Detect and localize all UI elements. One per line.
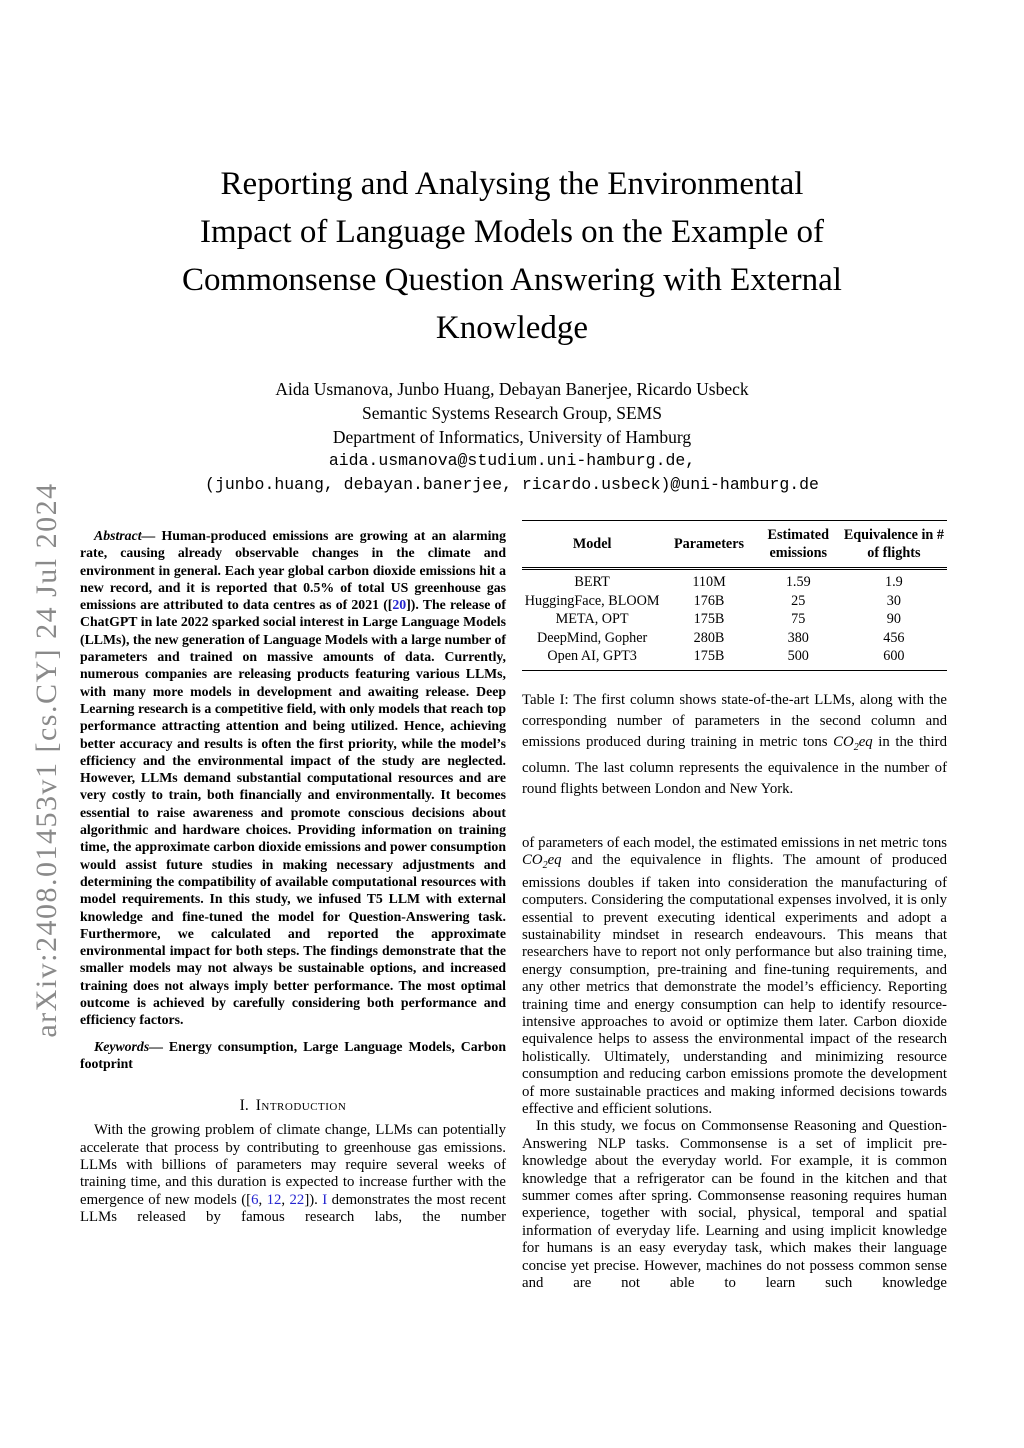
- co2eq-co: CO: [833, 733, 854, 750]
- co2eq-math: [522, 852, 562, 872]
- section-heading-introduction: [80, 1097, 506, 1115]
- author-department: Department of Informatics, University of Hamburg: [332, 427, 692, 447]
- title-line-4: Knowledge: [435, 310, 589, 346]
- table-cell-parameters: 280B: [693, 629, 725, 646]
- paper-title: [62, 160, 962, 352]
- author-block: [112, 377, 912, 497]
- co2eq-subscript: 2: [853, 741, 859, 753]
- co2eq-eq: eq: [547, 852, 562, 869]
- abstract-label: Abstract—: [94, 528, 156, 543]
- abstract-text-after-citation: ]). The release of ChatGPT in late 2022 sparked social interest in Large Language Models (LLMs), the new generation of Language Models with a large number of parameters and trained on massive amounts of data. Currently, numerous companies are releasing products featuring various LLMs, with many more models in development and awaiting release. Deep Learning research is a competitive field, with only models that reach top performance attracting attention and being utilized. Hence, achieving better accuracy and results is often the first priority, while the model’s efficiency and the environmental impact of the study are neglected. However, LLMs demand substantial computational resources and are very costly to train, both financially and environmentally. It becomes essential to raise awareness and promote conscious decisions about algorithmic and hardware choices. Providing information on training time, the approximate carbon dioxide emissions and power consumption would assist future studies in making necessary adjustments and determining the compatibility of available computational resources with model requirements. In this study, we infused T5 LLM with external knowledge and fine-tuned the model for Question-Answering task. Furthermore, we calculated and reported the approximate environmental impact for both steps. The findings demonstrate that the smaller models may not always be sustainable options, and increased training does not always imply better performance. The most optimal outcome is achieved by carefully considering both performance and efficiency factors.: [80, 597, 507, 1028]
- citation-link-20[interactable]: 20: [392, 597, 407, 613]
- citation-link-12[interactable]: 12: [266, 1191, 282, 1208]
- keywords-label: Keywords—: [94, 1038, 163, 1054]
- citation-link-22[interactable]: 22: [289, 1191, 305, 1208]
- title-line-1: Reporting and Analysing the Environmental: [220, 166, 804, 202]
- table-cell-emissions: 25: [791, 592, 806, 609]
- table-cell-model: BERT: [574, 574, 610, 590]
- citation-separator-2: ,: [281, 1191, 290, 1208]
- table-header-equivalence-flights: Equivalence in # of flights: [841, 521, 947, 569]
- table-header-estimated-emissions: Estimated emissions: [756, 521, 841, 569]
- table-head: [522, 521, 947, 569]
- citation-link-6[interactable]: 6: [251, 1191, 259, 1208]
- paragraph1-text-after-math: and the equivalence in flights. The amount of produced emissions doubles if taken into consideration the manufacturing of computers. Considering the computational expenses involved, it is only essential to prevent executing identical experiments and adopt a sustainability mindset in research endeavours. This means that researchers have to report not only performance but also training time, energy consumption, pre-training and fine-tuning requirements, and any other metrics that demonstrate the model’s efficiency. Reporting training time and energy consumption can help to identify resource-intensive approaches to avoid or optimize them later. Carbon dioxide equivalence helps to assess the environmental impact of the research holistically. Ultimately, understanding and minimizing resource consumption and reducing carbon emissions promote the development of more sustainable practices and making informed decisions towards effective and efficient solutions.: [522, 852, 947, 1117]
- llm-emissions-table: [522, 520, 947, 671]
- table-cell-flights: 30: [886, 592, 901, 609]
- intro-paragraph: [80, 1122, 506, 1226]
- table-row-bloom: [522, 592, 947, 611]
- co2eq-eq: eq: [858, 733, 873, 750]
- table-cell-parameters: 175B: [693, 611, 725, 628]
- abstract-paragraph: [80, 527, 506, 1029]
- section-number: I.: [239, 1097, 249, 1115]
- abstract-text-before-citation: Human-produced emissions are growing at an alarming rate, causing already observable changes in the climate and environment in general. Each year global carbon dioxide emissions hit a new record, and it is reported that 0.5% of total US greenhouse gas emissions are attributed to data centres as of 2021 ([: [80, 528, 506, 613]
- body-paragraph-1: [522, 835, 947, 1118]
- co2eq-math: [833, 733, 873, 753]
- table-row-opt: [522, 610, 947, 629]
- table-cell-parameters: 175B: [693, 648, 725, 665]
- table-cell-model: Open AI, GPT3: [547, 648, 637, 665]
- author-group: Semantic Systems Research Group, SEMS: [362, 403, 662, 423]
- table-cell-parameters: 176B: [693, 592, 725, 609]
- table-cell-flights: 456: [883, 629, 905, 646]
- table-body: [522, 569, 947, 671]
- table-cell-parameters: 110M: [692, 574, 726, 590]
- paragraph1-text-before-math: of parameters of each model, the estimated emissions in net metric tons: [522, 834, 947, 851]
- author-email-secondary: (junbo.huang, debayan.banerjee, ricardo.usbeck)@uni-hamburg.de: [205, 475, 819, 494]
- table-cell-emissions: 500: [787, 648, 809, 665]
- table-header-model: Model: [522, 521, 662, 569]
- caption-text-after-math: in the third column. The last column represents the equivalence in the number of round flights between London and New York.: [522, 733, 947, 797]
- intro-text-after-citations: ]).: [304, 1191, 323, 1208]
- table-header-row: [522, 521, 947, 569]
- caption-text-before-math: Table I: The first column shows state-of-the-art LLMs, along with the corresponding number of parameters in the second column and emissions produced during training in metric tons: [522, 691, 947, 750]
- table-cell-emissions: 1.59: [785, 574, 811, 590]
- table-cell-model: HuggingFace, BLOOM: [524, 592, 660, 609]
- table-cell-flights: 90: [886, 611, 901, 628]
- author-names: Aida Usmanova, Junbo Huang, Debayan Banerjee, Ricardo Usbeck: [275, 379, 749, 399]
- arxiv-watermark: arXiv:2408.01453v1 [cs.CY] 24 Jul 2024: [30, 482, 63, 1038]
- section-title: Introduction: [255, 1097, 347, 1115]
- co2eq-co: CO: [522, 852, 543, 869]
- table-caption: [522, 690, 947, 800]
- table-cell-emissions: 380: [787, 629, 809, 646]
- table-ref-link[interactable]: I: [322, 1191, 328, 1208]
- co2eq-subscript: 2: [542, 860, 548, 872]
- right-column: [522, 520, 947, 1292]
- table-row-gpt3: [522, 647, 947, 670]
- citation-separator-1: ,: [258, 1191, 267, 1208]
- title-line-3: Commonsense Question Answering with External: [182, 262, 842, 298]
- table-row-bert: [522, 569, 947, 592]
- author-email-primary: aida.usmanova@studium.uni-hamburg.de,: [328, 451, 696, 470]
- title-line-2: Impact of Language Models on the Example of: [199, 214, 825, 250]
- table-cell-model: DeepMind, Gopher: [536, 629, 648, 646]
- keywords-text: Energy consumption, Large Language Models, Carbon footprint: [80, 1038, 506, 1071]
- table-cell-emissions: 75: [791, 611, 806, 628]
- table-cell-model: META, OPT: [555, 611, 629, 628]
- table-header-parameters: Parameters: [662, 521, 756, 569]
- left-column: [80, 527, 506, 1227]
- intro-text-after-table-ref: demonstrates the most recent LLMs released by famous research labs, the number: [80, 1191, 506, 1226]
- keywords-paragraph: [80, 1038, 506, 1073]
- intro-text-before-citations: With the growing problem of climate change, LLMs can potentially accelerate that process by contributing to greenhouse gas emissions. LLMs with billions of parameters may require several weeks of training time, and this duration is expected to increase further with the emergence of new models ([: [80, 1122, 506, 1208]
- table-cell-flights: 1.9: [885, 574, 903, 590]
- body-paragraph-2: In this study, we focus on Commonsense Reasoning and Question-Answering NLP tasks. Commonsense is a set of implicit pre-knowledge about the everyday world. For example, it is common knowledge that a refrigerator can be found in the kitchen and that summer comes after spring. Commonsense reasoning requires human experience, together with social, physical, temporal and spatial information of everyday life. Learning and using implicit knowledge for humans is an easy everyday task, which makes their language concise yet precise. However, machines do not possess common sense and are not able to learn such knowledge: [522, 1118, 947, 1292]
- table-cell-flights: 600: [883, 648, 905, 665]
- table-row-gopher: [522, 629, 947, 648]
